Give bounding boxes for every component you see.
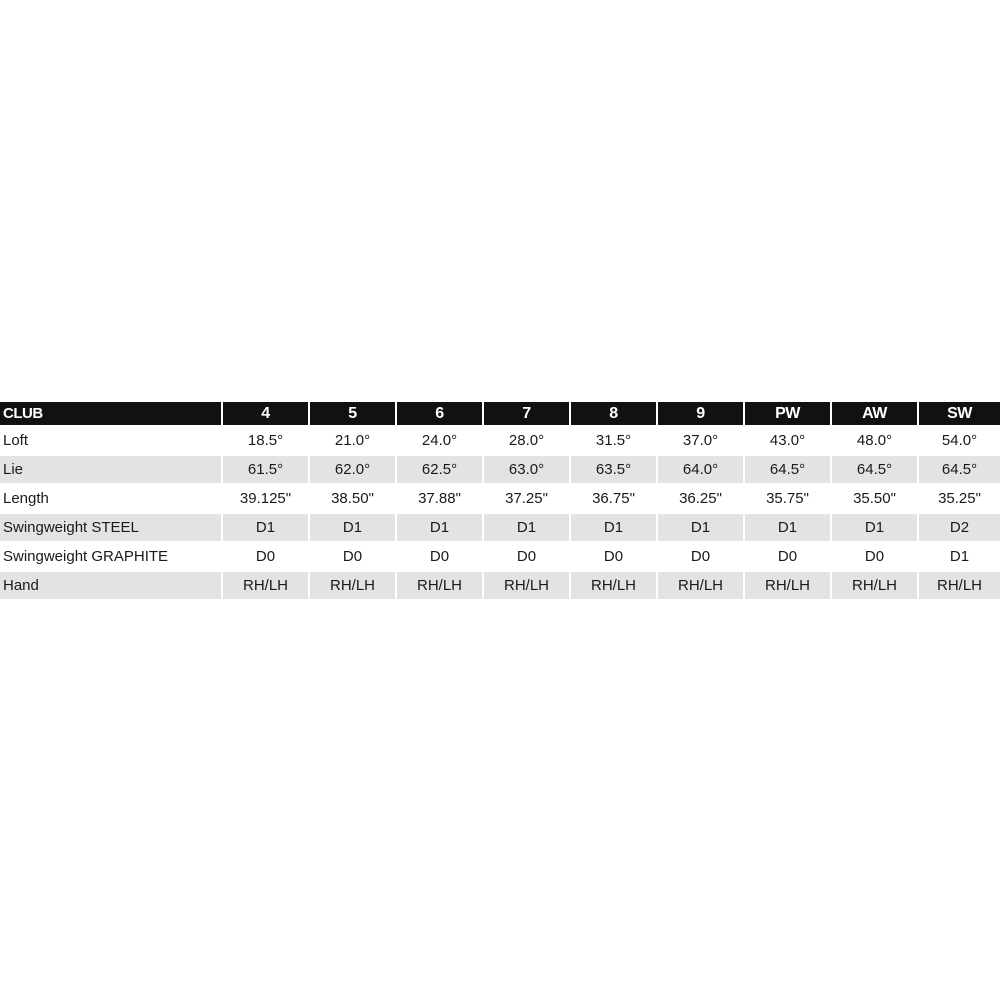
table-cell: 39.125" [221, 483, 308, 512]
table-cell: D1 [221, 512, 308, 541]
table-cell: RH/LH [917, 570, 1000, 599]
table-row-lie [0, 454, 1000, 483]
table-cell: RH/LH [569, 570, 656, 599]
table-cell: RH/LH [743, 570, 830, 599]
table-cell: 54.0° [917, 425, 1000, 454]
table-cell: 64.5° [917, 454, 1000, 483]
table-cell: 35.75" [743, 483, 830, 512]
header-row [0, 402, 1000, 425]
table-cell: D1 [482, 512, 569, 541]
table-cell: D0 [830, 541, 917, 570]
table-cell: RH/LH [482, 570, 569, 599]
table-cell: RH/LH [830, 570, 917, 599]
table-cell: 24.0° [395, 425, 482, 454]
table-cell: 64.5° [743, 454, 830, 483]
header-club-9: 9 [656, 402, 743, 425]
table-cell: 38.50" [308, 483, 395, 512]
table-row-hand [0, 570, 1000, 599]
table-cell: D1 [743, 512, 830, 541]
row-label: Swingweight STEEL [0, 512, 221, 541]
table-cell: D1 [830, 512, 917, 541]
table-cell: D1 [569, 512, 656, 541]
table-cell: 36.25" [656, 483, 743, 512]
table-cell: D0 [743, 541, 830, 570]
table-cell: 63.5° [569, 454, 656, 483]
table-row-swingweight-steel [0, 512, 1000, 541]
table-cell: 62.0° [308, 454, 395, 483]
table-cell: D0 [308, 541, 395, 570]
club-spec-table [0, 402, 1000, 599]
row-label: Length [0, 483, 221, 512]
table-cell: 61.5° [221, 454, 308, 483]
table-cell: 37.0° [656, 425, 743, 454]
table-cell: D1 [395, 512, 482, 541]
header-club-label: CLUB [0, 402, 221, 425]
table-cell: 35.50" [830, 483, 917, 512]
table-cell: RH/LH [395, 570, 482, 599]
row-label: Swingweight GRAPHITE [0, 541, 221, 570]
row-label: Hand [0, 570, 221, 599]
table-cell: 37.25" [482, 483, 569, 512]
table-cell: D2 [917, 512, 1000, 541]
header-club-8: 8 [569, 402, 656, 425]
table-cell: 63.0° [482, 454, 569, 483]
table-cell: 31.5° [569, 425, 656, 454]
table-cell: D0 [656, 541, 743, 570]
table-cell: 28.0° [482, 425, 569, 454]
table-cell: 43.0° [743, 425, 830, 454]
header-club-aw: AW [830, 402, 917, 425]
table-cell: 18.5° [221, 425, 308, 454]
table-cell: 64.0° [656, 454, 743, 483]
row-label: Lie [0, 454, 221, 483]
table-cell: D0 [395, 541, 482, 570]
table-cell: 36.75" [569, 483, 656, 512]
table-cell: D0 [221, 541, 308, 570]
table-row-loft [0, 425, 1000, 454]
table-cell: 21.0° [308, 425, 395, 454]
row-label: Loft [0, 425, 221, 454]
header-club-sw: SW [917, 402, 1000, 425]
table-cell: D0 [482, 541, 569, 570]
table-cell: 64.5° [830, 454, 917, 483]
table-row-swingweight-graphite [0, 541, 1000, 570]
header-club-7: 7 [482, 402, 569, 425]
table-cell: RH/LH [656, 570, 743, 599]
header-club-pw: PW [743, 402, 830, 425]
header-club-4: 4 [221, 402, 308, 425]
table-cell: 48.0° [830, 425, 917, 454]
table-cell: 35.25" [917, 483, 1000, 512]
table-row-length [0, 483, 1000, 512]
header-club-5: 5 [308, 402, 395, 425]
table-cell: 62.5° [395, 454, 482, 483]
header-club-6: 6 [395, 402, 482, 425]
table-cell: D1 [917, 541, 1000, 570]
table-cell: RH/LH [221, 570, 308, 599]
table-cell: D1 [308, 512, 395, 541]
table-cell: D1 [656, 512, 743, 541]
table-cell: 37.88" [395, 483, 482, 512]
table-cell: D0 [569, 541, 656, 570]
table-cell: RH/LH [308, 570, 395, 599]
